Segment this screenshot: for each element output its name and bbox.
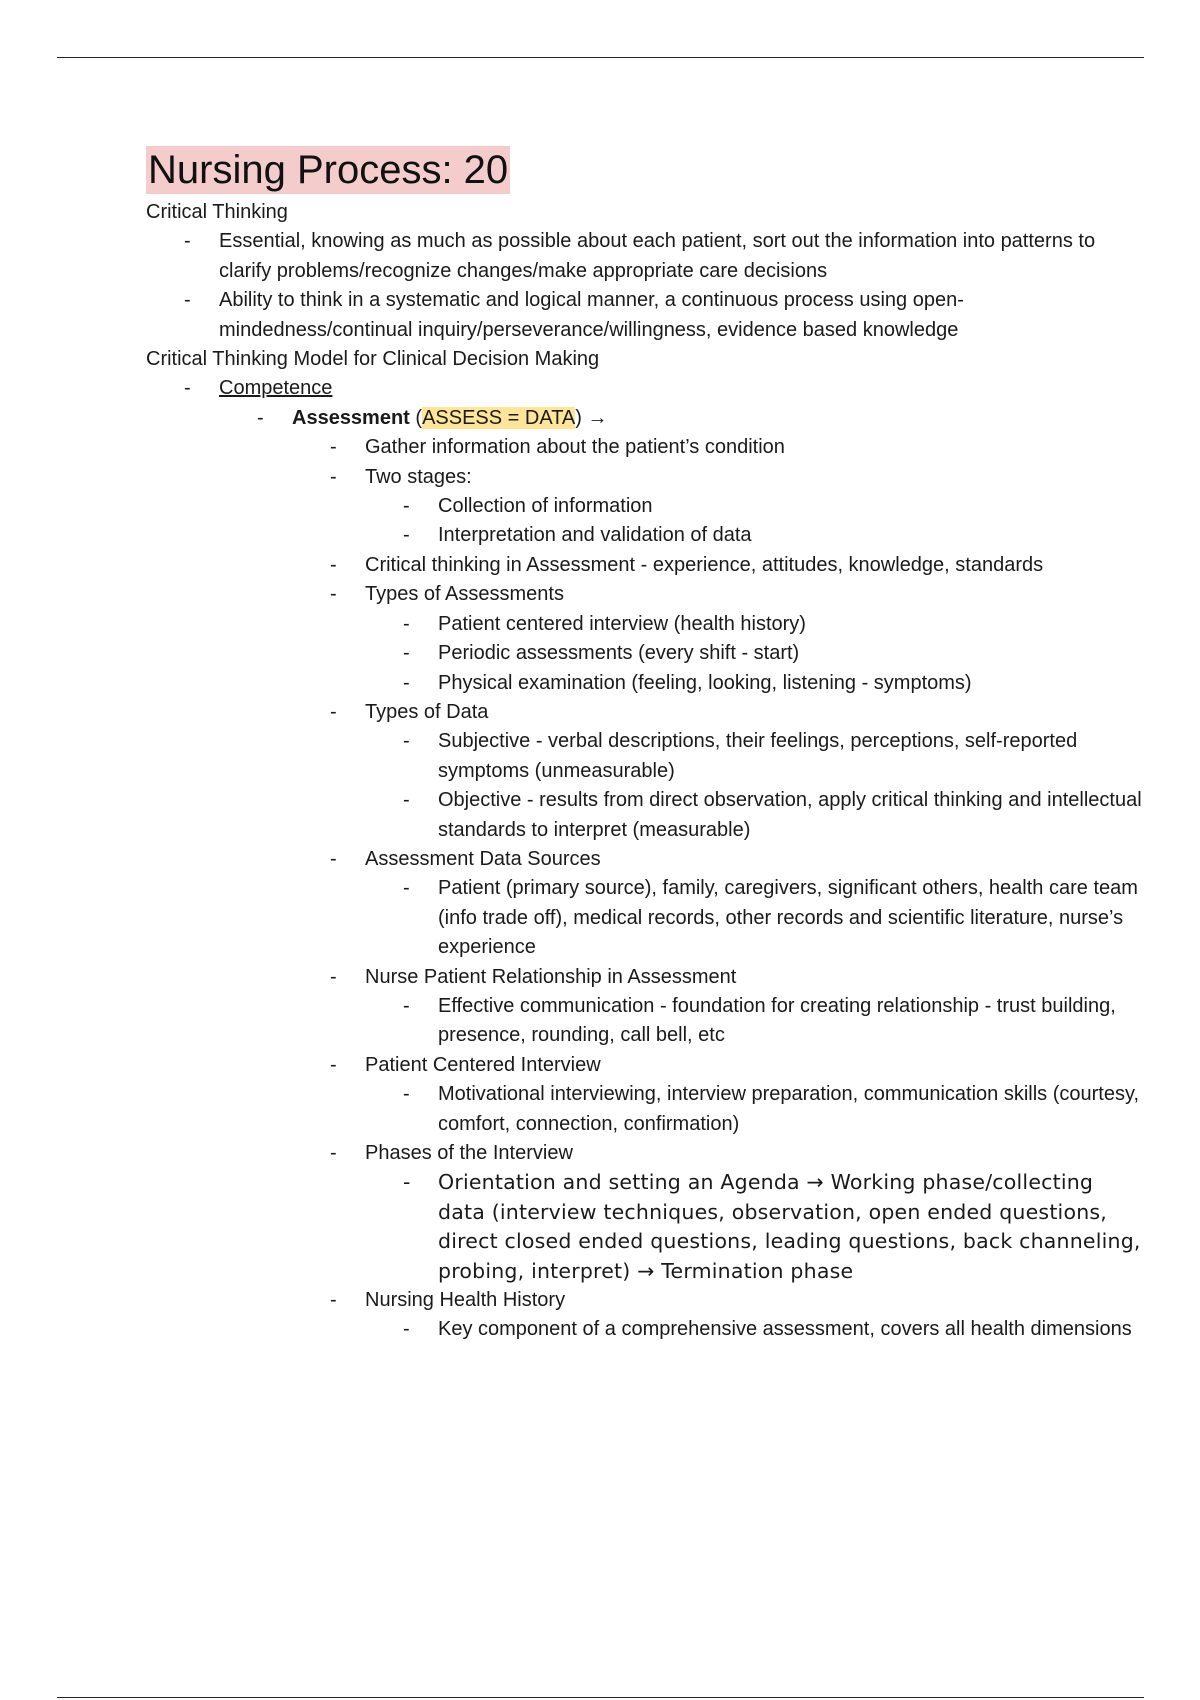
list-item: - Periodic assessments (every shift - start) bbox=[438, 639, 1146, 668]
list-item: - Key component of a comprehensive assessment, covers all health dimensions bbox=[438, 1315, 1146, 1344]
interview-list bbox=[365, 1080, 1146, 1139]
history-label: Nursing Health History bbox=[365, 1289, 566, 1312]
assessment-close: ) → bbox=[575, 406, 608, 429]
data-sources-item bbox=[365, 845, 1146, 963]
assessment-item bbox=[292, 404, 1146, 1345]
competence-label: Competence bbox=[219, 377, 333, 400]
list-item: - Subjective - verbal descriptions, their feelings, perceptions, self-reported symptoms (unmeasurable) bbox=[438, 727, 1146, 786]
section-heading-critical-thinking: Critical Thinking bbox=[146, 201, 288, 223]
list-item: - Gather information about the patient’s condition bbox=[365, 433, 1146, 462]
document-body bbox=[146, 198, 1146, 1345]
list-item: - Interpretation and validation of data bbox=[438, 521, 1146, 550]
section-heading-model: Critical Thinking Model for Clinical Decision Making bbox=[146, 348, 600, 371]
types-data-list bbox=[365, 727, 1146, 845]
two-stages-item bbox=[365, 463, 1146, 551]
assess-data-highlight: ASSESS = DATA bbox=[422, 406, 576, 429]
critical-thinking-list bbox=[146, 227, 1146, 345]
phases-list bbox=[365, 1168, 1146, 1286]
two-stages-list bbox=[365, 492, 1146, 551]
list-item: - Patient (primary source), family, caregivers, significant others, health care team (info trade off), medical records, other records and scientific literature, nurse’s experience bbox=[438, 874, 1146, 962]
phases-item bbox=[365, 1139, 1146, 1286]
list-item: - Objective - results from direct observation, apply critical thinking and intellectual standards to interpret (measurable) bbox=[438, 786, 1146, 845]
history-item bbox=[365, 1286, 1146, 1345]
interview-label: Patient Centered Interview bbox=[365, 1053, 601, 1076]
list-item: - Ability to think in a systematic and logical manner, a continuous process using open-mindedness/continual inquiry/perseverance/willingness, evidence based knowledge bbox=[219, 286, 1146, 345]
list-item: - Critical thinking in Assessment - experience, attitudes, knowledge, standards bbox=[365, 551, 1146, 580]
types-data-label: Types of Data bbox=[365, 700, 489, 723]
types-assessments-item bbox=[365, 580, 1146, 698]
phases-label: Phases of the Interview bbox=[365, 1142, 573, 1164]
types-data-item bbox=[365, 698, 1146, 845]
list-item: - Effective communication - foundation for creating relationship - trust building, presence, rounding, call bell, etc bbox=[438, 992, 1146, 1051]
list-item: - Patient centered interview (health history) bbox=[438, 610, 1146, 639]
types-assessments-list bbox=[365, 610, 1146, 698]
list-item: - Physical examination (feeling, looking, listening - symptoms) bbox=[438, 669, 1146, 698]
competence-list bbox=[219, 404, 1146, 1345]
assessment-label: Assessment bbox=[292, 406, 410, 429]
relationship-label: Nurse Patient Relationship in Assessment bbox=[365, 965, 737, 988]
assessment-open-paren: ( bbox=[409, 406, 423, 429]
interview-item bbox=[365, 1051, 1146, 1139]
list-item: - Orientation and setting an Agenda → Working phase/collecting data (interview techniques, observation, open ended questions, direct closed ended questions, leading questions, back channeling, probing, interpret) → Termination phase bbox=[438, 1168, 1146, 1286]
list-item: - Collection of information bbox=[438, 492, 1146, 521]
relationship-list bbox=[365, 992, 1146, 1051]
footer-rule bbox=[57, 1697, 1144, 1698]
relationship-item bbox=[365, 963, 1146, 1051]
data-sources-label: Assessment Data Sources bbox=[365, 847, 601, 870]
assessment-list bbox=[292, 433, 1146, 1345]
list-item: - Motivational interviewing, interview preparation, communication skills (courtesy, comfort, connection, confirmation) bbox=[438, 1080, 1146, 1139]
competence-item bbox=[219, 374, 1146, 1344]
model-list bbox=[146, 374, 1146, 1344]
list-item: - Essential, knowing as much as possible about each patient, sort out the information into patterns to clarify problems/recognize changes/make appropriate care decisions bbox=[219, 227, 1146, 286]
header-rule bbox=[57, 57, 1144, 58]
data-sources-list bbox=[365, 874, 1146, 962]
page-title: Nursing Process: 20 bbox=[148, 148, 509, 192]
types-assessments-label: Types of Assessments bbox=[365, 583, 564, 606]
history-list bbox=[365, 1315, 1146, 1344]
two-stages-label: Two stages: bbox=[365, 465, 472, 488]
